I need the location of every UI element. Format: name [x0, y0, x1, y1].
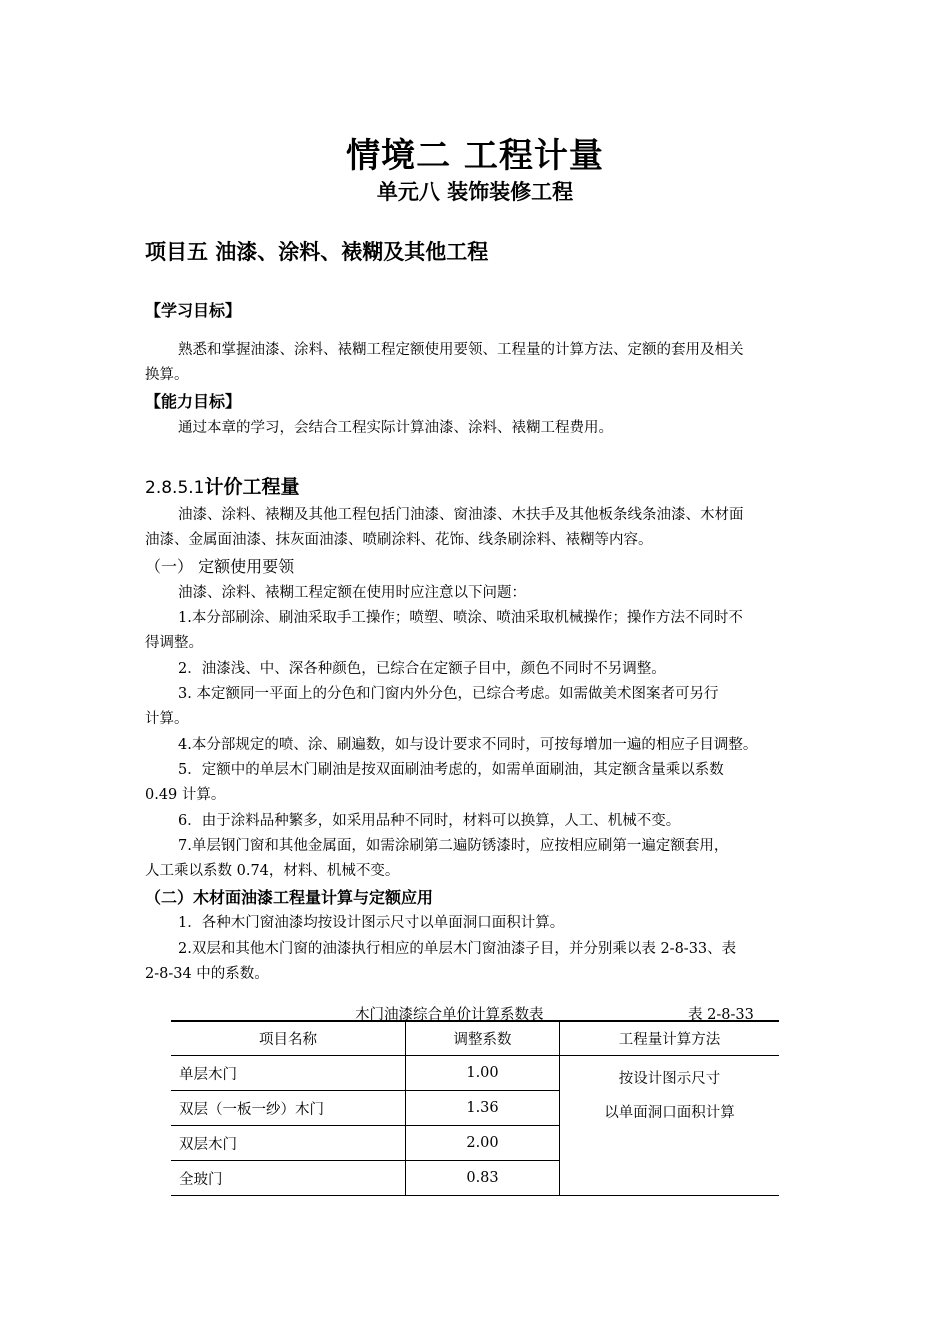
table-header-cell: 调整系数 [406, 1021, 560, 1056]
part1-item6: 6．由于涂料品种繁多，如采用品种不同时，材料可以换算，人工、机械不变。 [178, 813, 681, 829]
part1-lead: 油漆、涂料、裱糊工程定额在使用时应注意以下问题： [178, 585, 526, 601]
page-title: 情境二 工程计量 [346, 136, 604, 176]
table-header-cell: 工程量计算方法 [560, 1021, 780, 1056]
ability-goal-line1: 通过本章的学习，会结合工程实际计算油漆、涂料、裱糊工程费用。 [178, 420, 613, 436]
part1-item5-line1: 5．定额中的单层木门刷油是按双面刷油考虑的，如需单面刷油，其定额含量乘以系数 [178, 762, 724, 778]
part1-item5-line2: 0.49 计算。 [145, 787, 226, 803]
part1-item7-line1: 7.单层钢门窗和其他金属面，如需涂刷第二遍防锈漆时，应按相应刷第一遍定额套用， [178, 838, 729, 854]
coefficient-table [171, 1021, 779, 1196]
part2-item1: 1．各种木门窗油漆均按设计图示尺寸以单面洞口面积计算。 [178, 915, 565, 931]
part2-heading: （二）木材面油漆工程量计算与定额应用 [145, 888, 434, 907]
learning-goal-line1: 熟悉和掌握油漆、涂料、裱糊工程定额使用要领、工程量的计算方法、定额的套用及相关 [178, 342, 744, 358]
ability-goal-heading: 【能力目标】 [145, 392, 242, 411]
section-number: 2.8.5.1 [145, 478, 205, 498]
part1-item4: 4.本分部规定的喷、涂、刷遍数，如与设计要求不同时，可按每增加一遍的相应子目调整。 [178, 737, 758, 753]
table-number: 表 2-8-33 [688, 1007, 754, 1023]
table-cell-coef: 1.00 [406, 1056, 560, 1091]
part1-item1-line2: 得调整。 [145, 635, 203, 651]
part2-item2-line1: 2.双层和其他木门窗的油漆执行相应的单层木门窗油漆子目，并分别乘以表 2-8-33、表 [178, 941, 737, 957]
table-caption: 木门油漆综合单价计算系数表 [355, 1007, 544, 1023]
learning-goal-heading: 【学习目标】 [145, 301, 242, 320]
method-line1: 按设计图示尺寸 [618, 1071, 721, 1087]
page-subtitle: 单元八 装饰装修工程 [376, 180, 574, 204]
table-cell-name: 全玻门 [171, 1161, 406, 1196]
section-title: 计价工程量 [204, 476, 300, 498]
section-intro-line1: 油漆、涂料、裱糊及其他工程包括门油漆、窗油漆、木扶手及其他板条线条油漆、木材面 [178, 507, 744, 523]
section-intro-line2: 油漆、金属面油漆、抹灰面油漆、喷刷涂料、花饰、线条刷涂料、裱糊等内容。 [145, 532, 653, 548]
part1-item7-line2: 人工乘以系数 0.74，材料、机械不变。 [145, 863, 400, 879]
table-cell-name: 双层（一板一纱）木门 [171, 1091, 406, 1126]
part1-item1-line1: 1.本分部刷涂、刷油采取手工操作；喷塑、喷涂、喷油采取机械操作；操作方法不同时不 [178, 610, 743, 626]
learning-goal-line2: 换算。 [145, 367, 189, 383]
table-header-cell: 项目名称 [171, 1021, 406, 1056]
method-line2: 以单面洞口面积计算 [604, 1105, 735, 1121]
table-cell-name: 单层木门 [171, 1056, 406, 1091]
table-header-row [171, 1021, 779, 1056]
part1-item3-line2: 计算。 [145, 711, 189, 727]
part1-item3-line1: 3. 本定额同一平面上的分色和门窗内外分色，已综合考虑。如需做美术图案者可另行 [178, 686, 719, 702]
section-heading [145, 472, 300, 499]
part1-item2: 2．油漆浅、中、深各种颜色，已综合在定额子目中，颜色不同时不另调整。 [178, 661, 666, 677]
table-cell-coef: 0.83 [406, 1161, 560, 1196]
table-cell-coef: 1.36 [406, 1091, 560, 1126]
table-cell-method [560, 1056, 780, 1196]
part2-item2-line2: 2-8-34 中的系数。 [145, 966, 269, 982]
table-cell-coef: 2.00 [406, 1126, 560, 1161]
table-row [171, 1056, 779, 1091]
table-cell-name: 双层木门 [171, 1126, 406, 1161]
project-title: 项目五 油漆、涂料、裱糊及其他工程 [145, 240, 489, 264]
part1-heading: （一） 定额使用要领 [145, 557, 295, 576]
